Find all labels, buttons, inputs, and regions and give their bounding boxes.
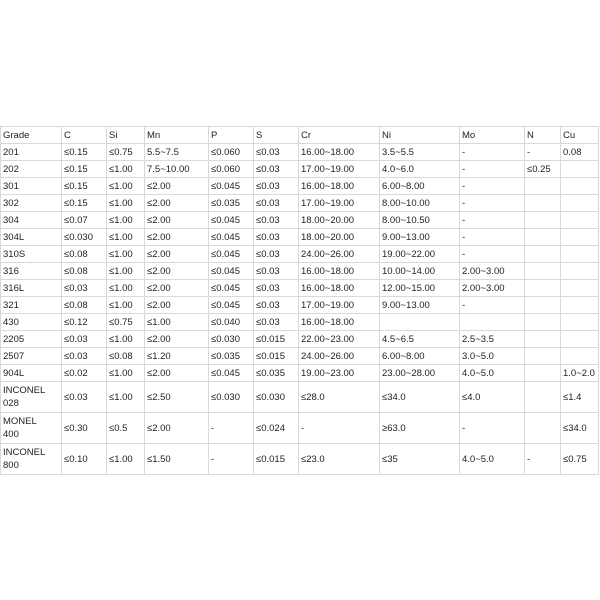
header-n: N <box>525 127 561 144</box>
cell-p: ≤0.045 <box>209 263 254 280</box>
cell-s: ≤0.035 <box>254 365 299 382</box>
table-row <box>1 280 599 297</box>
cell-cu <box>561 314 599 331</box>
cell-p: ≤0.045 <box>209 178 254 195</box>
grade-cell <box>1 382 62 413</box>
cell-s: ≤0.024 <box>254 413 299 444</box>
cell-s: ≤0.015 <box>254 348 299 365</box>
cell-si: ≤0.08 <box>107 348 145 365</box>
cell-p: - <box>209 444 254 475</box>
table-row <box>1 161 599 178</box>
cell-mn: ≤1.50 <box>145 444 209 475</box>
cell-c: ≤0.15 <box>62 195 107 212</box>
table-row <box>1 263 599 280</box>
grade-name-line: 2205 <box>3 333 25 345</box>
grade-name-line: 310S <box>3 248 26 260</box>
grade-cell <box>1 413 62 444</box>
cell-ni: 6.00~8.00 <box>380 348 460 365</box>
cell-s: ≤0.015 <box>254 444 299 475</box>
header-ni: Ni <box>380 127 460 144</box>
cell-c: ≤0.12 <box>62 314 107 331</box>
cell-c: ≤0.08 <box>62 297 107 314</box>
cell-cu <box>561 229 599 246</box>
cell-cr: 24.00~26.00 <box>299 246 380 263</box>
cell-cu <box>561 297 599 314</box>
cell-mo <box>460 314 525 331</box>
cell-si: ≤1.00 <box>107 161 145 178</box>
cell-si: ≤1.00 <box>107 280 145 297</box>
cell-c: ≤0.07 <box>62 212 107 229</box>
cell-n <box>525 246 561 263</box>
cell-c: ≤0.03 <box>62 348 107 365</box>
grade-cell <box>1 280 62 297</box>
header-cu: Cu <box>561 127 599 144</box>
cell-cr: ≤28.0 <box>299 382 380 413</box>
cell-mn: ≤2.00 <box>145 413 209 444</box>
cell-si: ≤1.00 <box>107 297 145 314</box>
header-cr: Cr <box>299 127 380 144</box>
table-row <box>1 348 599 365</box>
cell-si: ≤1.00 <box>107 178 145 195</box>
table-row <box>1 246 599 263</box>
grade-name-line: INCONEL <box>3 447 46 458</box>
grade-name-line: 430 <box>3 316 19 328</box>
table-row <box>1 331 599 348</box>
cell-cr: 17.00~19.00 <box>299 297 380 314</box>
cell-mn: 7.5~10.00 <box>145 161 209 178</box>
cell-s: ≤0.03 <box>254 263 299 280</box>
cell-cr: 16.00~18.00 <box>299 178 380 195</box>
cell-n <box>525 348 561 365</box>
cell-mo: - <box>460 229 525 246</box>
header-c: C <box>62 127 107 144</box>
cell-n: - <box>525 144 561 161</box>
grade-cell <box>1 348 62 365</box>
table-row <box>1 195 599 212</box>
grade-name-line: 904L <box>3 367 25 379</box>
cell-s: ≤0.03 <box>254 280 299 297</box>
grade-cell <box>1 161 62 178</box>
cell-c: ≤0.08 <box>62 246 107 263</box>
cell-mo: - <box>460 161 525 178</box>
cell-mn: ≤1.00 <box>145 314 209 331</box>
cell-n <box>525 280 561 297</box>
grade-name-line: 302 <box>3 197 19 209</box>
cell-c: ≤0.15 <box>62 161 107 178</box>
header-grade: Grade <box>1 127 62 144</box>
cell-cr: - <box>299 413 380 444</box>
cell-cu: 1.0~2.0 <box>561 365 599 382</box>
cell-mn: 5.5~7.5 <box>145 144 209 161</box>
cell-s: ≤0.03 <box>254 195 299 212</box>
cell-cr: 16.00~18.00 <box>299 314 380 331</box>
cell-c: ≤0.15 <box>62 178 107 195</box>
cell-ni: 9.00~13.00 <box>380 297 460 314</box>
cell-mn: ≤2.50 <box>145 382 209 413</box>
cell-mn: ≤2.00 <box>145 365 209 382</box>
cell-ni: 10.00~14.00 <box>380 263 460 280</box>
cell-s: ≤0.03 <box>254 229 299 246</box>
grade-name-line: 202 <box>3 163 19 175</box>
table-row <box>1 297 599 314</box>
cell-cr: 17.00~19.00 <box>299 161 380 178</box>
cell-ni: ≤34.0 <box>380 382 460 413</box>
grade-cell <box>1 444 62 475</box>
table-row <box>1 229 599 246</box>
cell-cu <box>561 195 599 212</box>
cell-ni: 23.00~28.00 <box>380 365 460 382</box>
grade-name-line: 028 <box>3 398 19 409</box>
chemical-composition-table <box>0 126 599 475</box>
cell-ni: 8.00~10.00 <box>380 195 460 212</box>
table-row <box>1 365 599 382</box>
cell-ni: 19.00~22.00 <box>380 246 460 263</box>
cell-si: ≤0.5 <box>107 413 145 444</box>
cell-mo: 2.5~3.5 <box>460 331 525 348</box>
cell-p: ≤0.035 <box>209 195 254 212</box>
cell-cu <box>561 212 599 229</box>
cell-c: ≤0.02 <box>62 365 107 382</box>
cell-cr: 16.00~18.00 <box>299 263 380 280</box>
cell-cu <box>561 331 599 348</box>
cell-cu <box>561 246 599 263</box>
cell-cr: 24.00~26.00 <box>299 348 380 365</box>
table-header <box>1 127 599 144</box>
grade-cell <box>1 297 62 314</box>
cell-n <box>525 297 561 314</box>
cell-c: ≤0.03 <box>62 331 107 348</box>
cell-si: ≤1.00 <box>107 444 145 475</box>
header-mo: Mo <box>460 127 525 144</box>
grade-cell <box>1 246 62 263</box>
cell-mo: - <box>460 297 525 314</box>
cell-n <box>525 263 561 280</box>
cell-p: ≤0.030 <box>209 382 254 413</box>
grade-cell <box>1 229 62 246</box>
cell-cr: 16.00~18.00 <box>299 280 380 297</box>
cell-n <box>525 229 561 246</box>
cell-p: ≤0.045 <box>209 297 254 314</box>
cell-s: ≤0.03 <box>254 212 299 229</box>
cell-p: ≤0.060 <box>209 161 254 178</box>
grade-name-line: 316L <box>3 282 25 294</box>
cell-n <box>525 314 561 331</box>
cell-cu: 0.08 <box>561 144 599 161</box>
cell-cu: ≤1.4 <box>561 382 599 413</box>
cell-si: ≤0.75 <box>107 314 145 331</box>
cell-s: ≤0.03 <box>254 178 299 195</box>
cell-s: ≤0.03 <box>254 314 299 331</box>
cell-si: ≤1.00 <box>107 365 145 382</box>
cell-n <box>525 365 561 382</box>
grade-cell <box>1 144 62 161</box>
cell-mo: - <box>460 212 525 229</box>
cell-cr: 17.00~19.00 <box>299 195 380 212</box>
grade-cell <box>1 331 62 348</box>
cell-p: ≤0.035 <box>209 348 254 365</box>
cell-cu <box>561 348 599 365</box>
cell-c: ≤0.15 <box>62 144 107 161</box>
cell-si: ≤1.00 <box>107 195 145 212</box>
grade-name-line: 321 <box>3 299 19 311</box>
cell-p: ≤0.040 <box>209 314 254 331</box>
grade-name-line: INCONEL <box>3 385 46 396</box>
cell-cr: 16.00~18.00 <box>299 144 380 161</box>
grade-name-line: 304L <box>3 231 25 243</box>
cell-c: ≤0.30 <box>62 413 107 444</box>
cell-mn: ≤2.00 <box>145 178 209 195</box>
cell-mn: ≤1.20 <box>145 348 209 365</box>
table-row <box>1 212 599 229</box>
cell-si: ≤1.00 <box>107 246 145 263</box>
cell-mo: - <box>460 246 525 263</box>
header-s: S <box>254 127 299 144</box>
cell-mn: ≤2.00 <box>145 195 209 212</box>
table-row <box>1 178 599 195</box>
cell-mo: - <box>460 144 525 161</box>
cell-ni <box>380 314 460 331</box>
cell-mn: ≤2.00 <box>145 331 209 348</box>
cell-n <box>525 382 561 413</box>
grade-name-line: 400 <box>3 429 19 440</box>
table-row <box>1 314 599 331</box>
cell-ni: 4.5~6.5 <box>380 331 460 348</box>
cell-s: ≤0.03 <box>254 144 299 161</box>
cell-cu <box>561 280 599 297</box>
cell-mo: ≤4.0 <box>460 382 525 413</box>
cell-mo: 2.00~3.00 <box>460 263 525 280</box>
header-mn: Mn <box>145 127 209 144</box>
cell-c: ≤0.10 <box>62 444 107 475</box>
cell-n <box>525 195 561 212</box>
grade-name-line: 2507 <box>3 350 25 362</box>
cell-p: ≤0.045 <box>209 280 254 297</box>
cell-p: ≤0.030 <box>209 331 254 348</box>
cell-c: ≤0.030 <box>62 229 107 246</box>
cell-cu: ≤34.0 <box>561 413 599 444</box>
grade-name-line: 800 <box>3 460 19 471</box>
cell-s: ≤0.03 <box>254 246 299 263</box>
header-p: P <box>209 127 254 144</box>
cell-mn: ≤2.00 <box>145 263 209 280</box>
grade-cell <box>1 263 62 280</box>
cell-mo: - <box>460 178 525 195</box>
cell-n: ≤0.25 <box>525 161 561 178</box>
grade-name-line: 301 <box>3 180 19 192</box>
cell-cr: 18.00~20.00 <box>299 212 380 229</box>
table-row <box>1 144 599 161</box>
cell-mn: ≤2.00 <box>145 229 209 246</box>
cell-mo: - <box>460 195 525 212</box>
cell-p: ≤0.045 <box>209 212 254 229</box>
cell-ni: 6.00~8.00 <box>380 178 460 195</box>
cell-p: ≤0.060 <box>209 144 254 161</box>
header-row <box>1 127 599 144</box>
grade-name-line: 304 <box>3 214 19 226</box>
table-row <box>1 444 599 475</box>
cell-n <box>525 178 561 195</box>
cell-ni: 3.5~5.5 <box>380 144 460 161</box>
cell-si: ≤1.00 <box>107 382 145 413</box>
cell-cr: ≤23.0 <box>299 444 380 475</box>
cell-s: ≤0.030 <box>254 382 299 413</box>
cell-cu: ≤0.75 <box>561 444 599 475</box>
cell-s: ≤0.03 <box>254 297 299 314</box>
cell-p: ≤0.045 <box>209 246 254 263</box>
cell-mo: 4.0~5.0 <box>460 444 525 475</box>
cell-n <box>525 331 561 348</box>
grade-cell <box>1 178 62 195</box>
cell-cr: 22.00~23.00 <box>299 331 380 348</box>
cell-ni: ≤35 <box>380 444 460 475</box>
cell-si: ≤1.00 <box>107 331 145 348</box>
cell-mn: ≤2.00 <box>145 246 209 263</box>
cell-s: ≤0.015 <box>254 331 299 348</box>
grade-cell <box>1 365 62 382</box>
cell-cr: 18.00~20.00 <box>299 229 380 246</box>
cell-cr: 19.00~23.00 <box>299 365 380 382</box>
cell-ni: 9.00~13.00 <box>380 229 460 246</box>
cell-si: ≤1.00 <box>107 263 145 280</box>
cell-cu <box>561 161 599 178</box>
cell-ni: 4.0~6.0 <box>380 161 460 178</box>
cell-p: ≤0.045 <box>209 365 254 382</box>
cell-ni: 8.00~10.50 <box>380 212 460 229</box>
grade-name-line: 201 <box>3 146 19 158</box>
header-si: Si <box>107 127 145 144</box>
cell-p: ≤0.045 <box>209 229 254 246</box>
cell-n: - <box>525 444 561 475</box>
cell-n <box>525 413 561 444</box>
grade-name-line: 316 <box>3 265 19 277</box>
cell-p: - <box>209 413 254 444</box>
cell-si: ≤0.75 <box>107 144 145 161</box>
grade-cell <box>1 195 62 212</box>
cell-ni: ≥63.0 <box>380 413 460 444</box>
cell-s: ≤0.03 <box>254 161 299 178</box>
table-body <box>1 144 599 475</box>
cell-c: ≤0.03 <box>62 382 107 413</box>
cell-c: ≤0.03 <box>62 280 107 297</box>
cell-mn: ≤2.00 <box>145 280 209 297</box>
grade-cell <box>1 212 62 229</box>
cell-n <box>525 212 561 229</box>
grade-name-line: MONEL <box>3 416 37 427</box>
table-row <box>1 382 599 413</box>
cell-mo: 4.0~5.0 <box>460 365 525 382</box>
cell-mn: ≤2.00 <box>145 297 209 314</box>
cell-cu <box>561 178 599 195</box>
table-row <box>1 413 599 444</box>
cell-si: ≤1.00 <box>107 229 145 246</box>
cell-si: ≤1.00 <box>107 212 145 229</box>
cell-mn: ≤2.00 <box>145 212 209 229</box>
cell-mo: 3.0~5.0 <box>460 348 525 365</box>
cell-cu <box>561 263 599 280</box>
cell-mo: - <box>460 413 525 444</box>
cell-mo: 2.00~3.00 <box>460 280 525 297</box>
grade-cell <box>1 314 62 331</box>
cell-ni: 12.00~15.00 <box>380 280 460 297</box>
cell-c: ≤0.08 <box>62 263 107 280</box>
